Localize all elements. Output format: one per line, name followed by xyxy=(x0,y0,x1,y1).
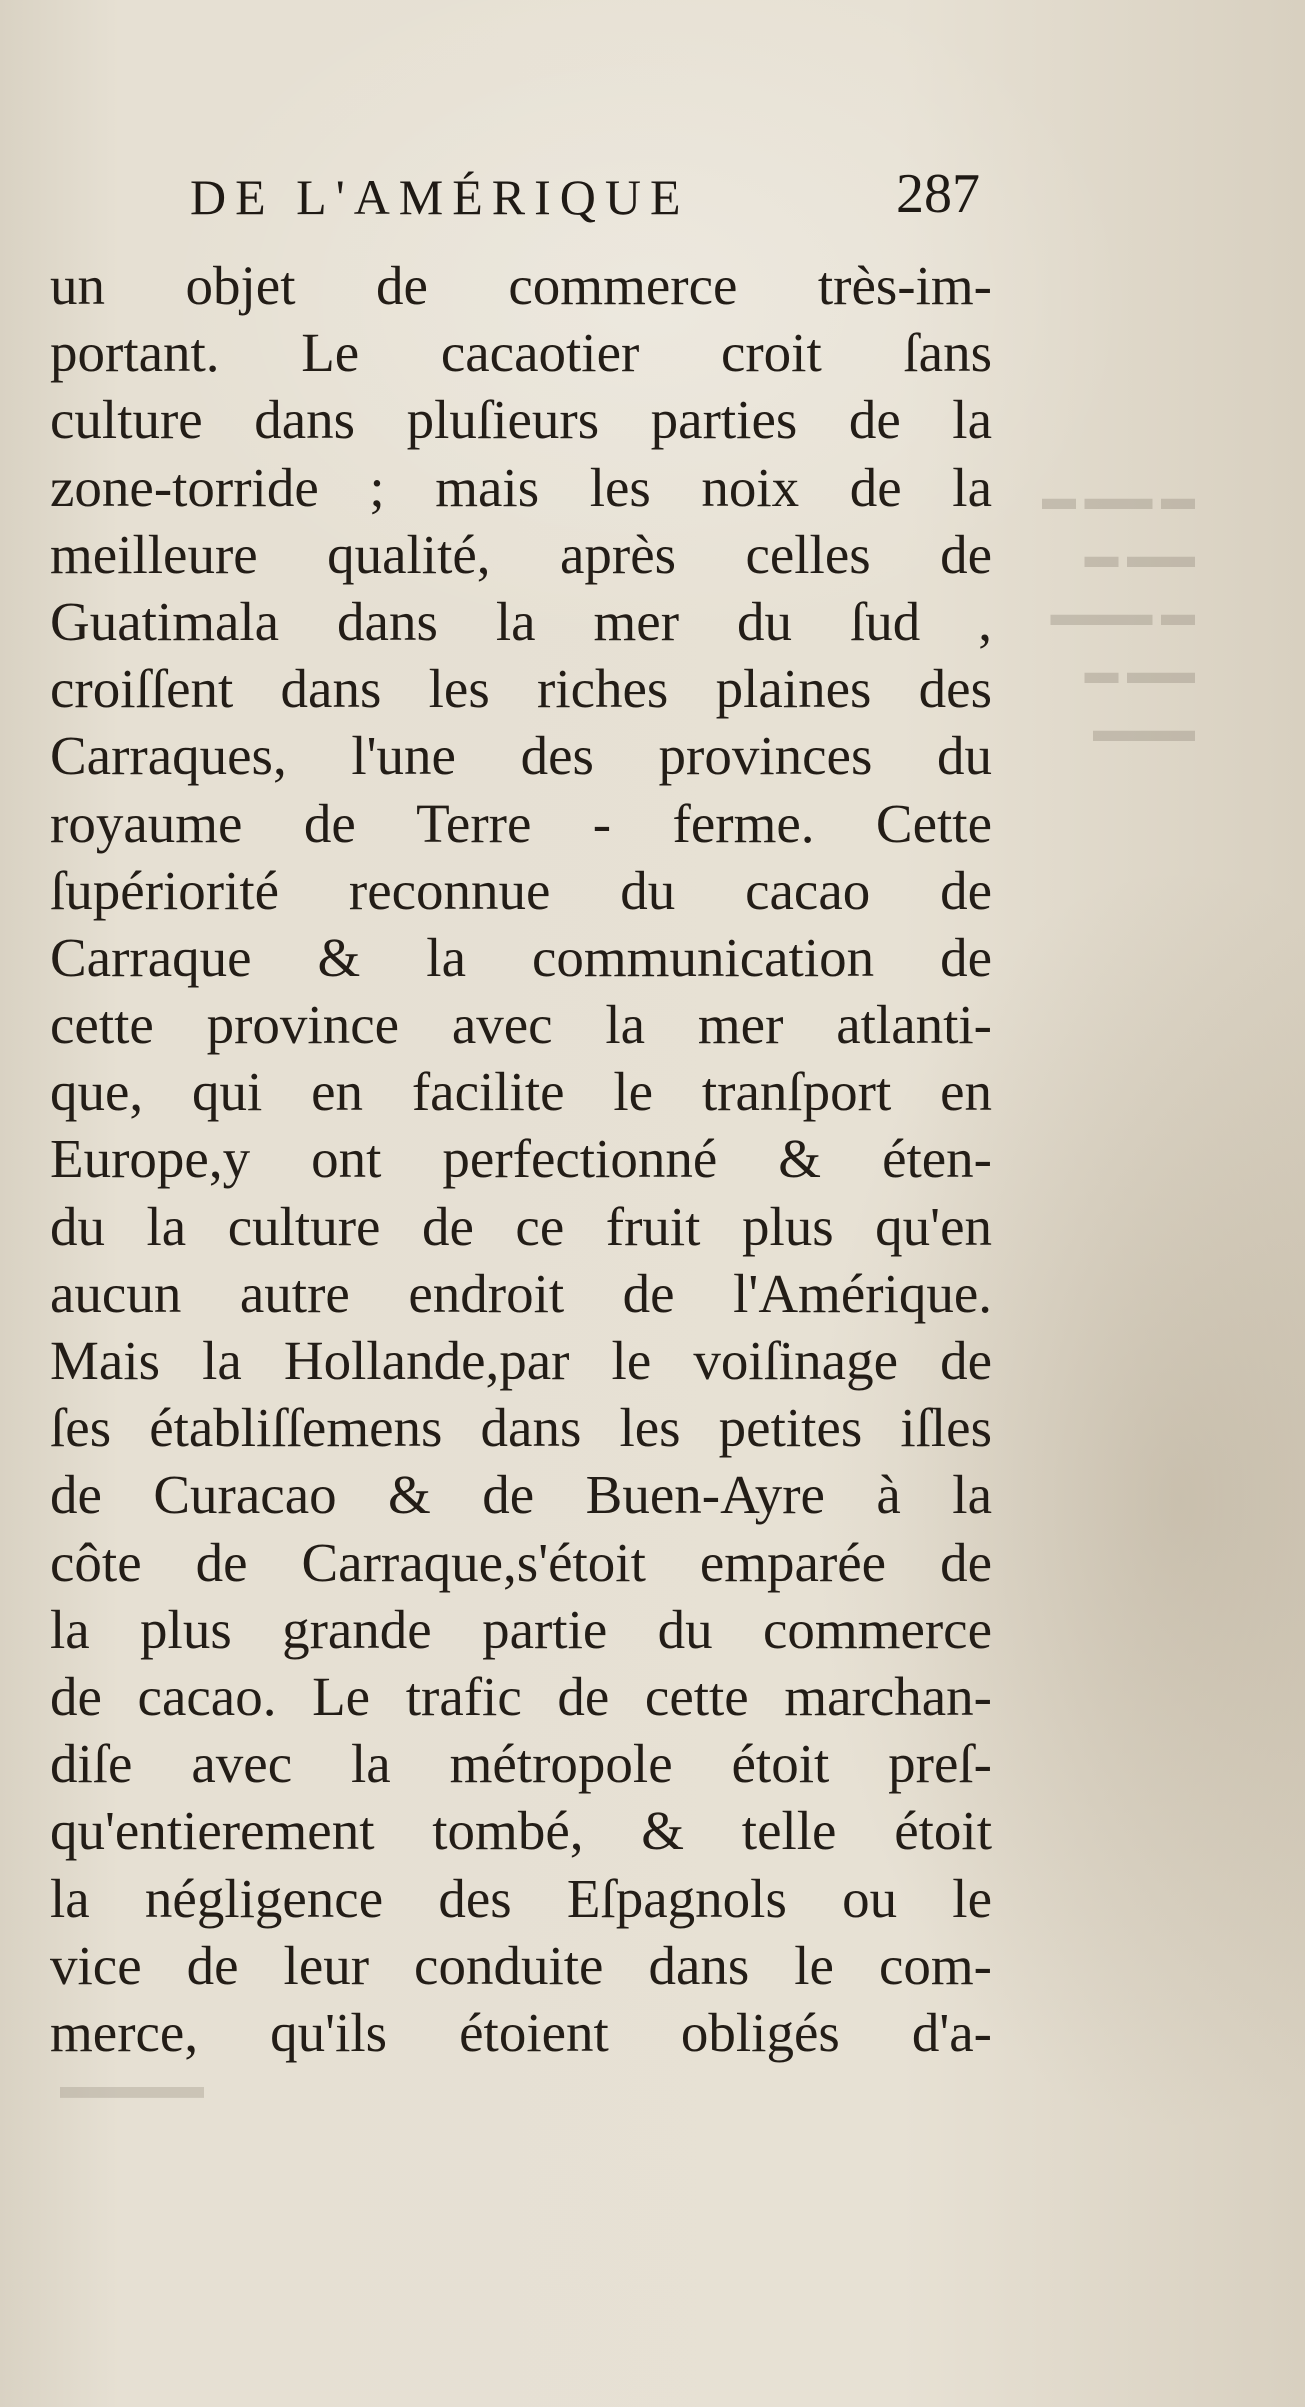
text-line: Guatimala dans la mer du ſud , xyxy=(50,590,992,652)
text-line: la plus grande partie du commerce xyxy=(50,1598,992,1660)
show-through-line: ▬ ▬▬ ▬ xyxy=(1042,480,1195,517)
text-line: que, qui en facilite le tranſport en xyxy=(50,1061,992,1123)
text-line: un objet de commerce très-im- xyxy=(50,255,992,316)
text-line: la négligence des Eſpagnols ou le xyxy=(50,1867,992,1929)
show-through-text xyxy=(965,470,1195,830)
text-line: ſupériorité reconnue du cacao de xyxy=(50,859,992,921)
text-line: merce, qu'ils étoient obligés d'a- xyxy=(50,2001,992,2063)
body-text xyxy=(50,252,992,2066)
text-line: aucun autre endroit de l'Amérique. xyxy=(50,1262,992,1324)
text-line: diſe avec la métropole étoit preſ- xyxy=(50,1733,992,1795)
show-through-line: ▬ ▬▬▬ xyxy=(1050,596,1195,633)
running-title: DE L'AMÉRIQUE xyxy=(190,169,690,225)
show-through-line: ▬▬ ▬ xyxy=(1084,654,1195,691)
text-line: croiſſent dans les riches plaines des xyxy=(50,658,992,720)
text-line: ſes établiſſemens dans les petites iſles xyxy=(50,1397,992,1459)
show-through-line: ▬▬▬ xyxy=(1093,712,1195,749)
text-line: de Curacao & de Buen-Ayre à la xyxy=(50,1464,992,1526)
text-line: qu'entierement tombé, & telle étoit xyxy=(50,1800,992,1862)
text-line: culture dans pluſieurs parties de la xyxy=(50,389,992,451)
show-through-catchword: ▬▬▬▬ xyxy=(60,2079,204,2119)
text-line: Carraque & la communication de xyxy=(50,926,992,988)
text-line: Mais la Hollande,par le voiſinage de xyxy=(50,1330,992,1391)
text-line: zone-torride ; mais les noix de la xyxy=(50,456,992,518)
text-line: royaume de Terre - ferme. Cette xyxy=(50,792,992,854)
show-through-line: ▬▬ ▬ xyxy=(1084,538,1195,575)
text-line: vice de leur conduite dans le com- xyxy=(50,1934,992,1996)
text-line: du la culture de ce fruit plus qu'en xyxy=(50,1195,992,1257)
text-line: cette province avec la mer atlanti- xyxy=(50,994,992,1056)
text-line: côte de Carraque,s'étoit emparée de xyxy=(50,1531,992,1593)
text-line: Carraques, l'une des provinces du xyxy=(50,725,992,787)
text-line: de cacao. Le trafic de cette marchan- xyxy=(50,1665,992,1727)
page-number: 287 xyxy=(896,163,980,225)
text-line: Europe,y ont perfectionné & éten- xyxy=(50,1128,992,1190)
text-line: portant. Le cacaotier croit ſans xyxy=(50,322,992,384)
running-head xyxy=(190,163,980,238)
text-line: meilleure qualité, après celles de xyxy=(50,523,992,585)
